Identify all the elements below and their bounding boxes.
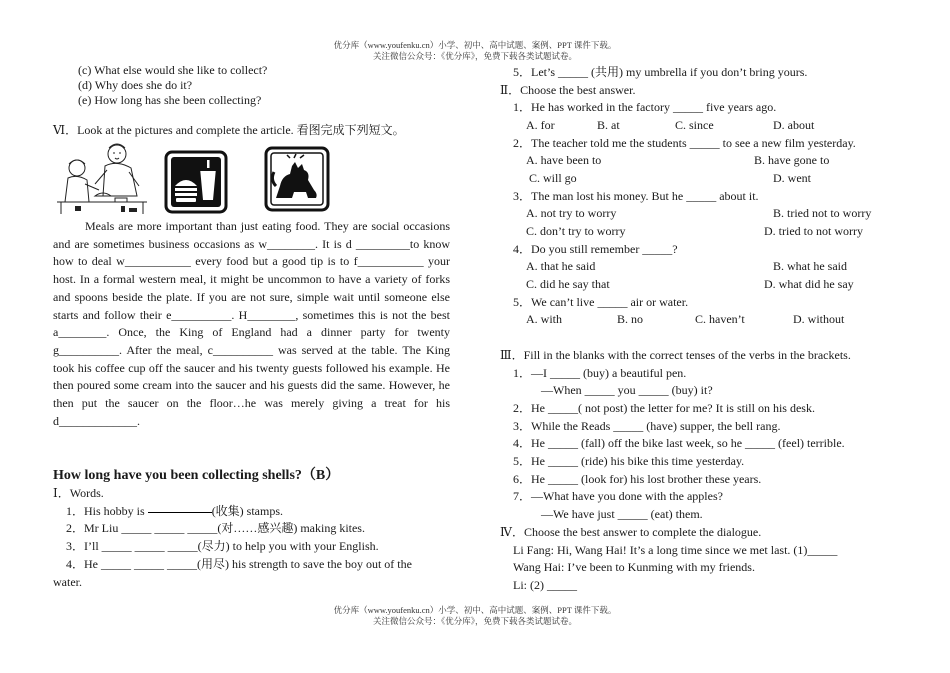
word-item-1-start: 1．His hobby is	[66, 504, 148, 518]
word-item-3: 3．I’ll _____ _____ _____(尽力) to help you with your English.	[66, 539, 379, 553]
tense-item-7b: —We have just _____ (eat) them.	[541, 507, 703, 521]
mc4-option-b: B. what he said	[773, 259, 847, 273]
tense-item-3: 3．While the Reads _____ (have) supper, the bell rang.	[513, 419, 781, 433]
cloze-article	[53, 218, 450, 430]
section-3-title: Ⅲ．Fill in the blanks with the correct tenses of the verbs in the brackets.	[500, 348, 851, 362]
mc2-option-c: C. will go	[529, 171, 577, 185]
mc-question-1: 1．He has worked in the factory _____ five years ago.	[513, 100, 777, 114]
dialogue-line-2: Wang Hai: I’ve been to Kunming with my friends.	[513, 560, 755, 574]
header-line-1: 优分库（www.youfenku.cn）小学、初中、高中试题、案例、PPT 课件下载。	[333, 40, 617, 50]
fast-food-icon	[164, 150, 228, 214]
tense-item-1a: 1．—I _____ (buy) a beautiful pen.	[513, 366, 687, 380]
mc-question-2: 2．The teacher told me the students _____ to see a new film yesterday.	[513, 136, 856, 150]
tense-item-6: 6．He _____ (look for) his lost brother these years.	[513, 472, 762, 486]
mc1-option-d: D. about	[773, 118, 815, 132]
mc1-option-a: A. for	[526, 118, 555, 132]
answer-blank	[148, 511, 212, 513]
section-b-title: How long have you been collecting shells?（B）	[53, 468, 340, 483]
tense-item-1b: —When _____ you _____ (buy) it?	[541, 383, 713, 397]
mc4-option-c: C. did he say that	[526, 277, 610, 291]
mc3-option-a: A. not try to worry	[526, 206, 617, 220]
word-item-1-end: (收集) stamps.	[211, 504, 284, 518]
mc2-option-d: D. went	[773, 171, 811, 185]
mc-question-5: 5．We can’t live _____ air or water.	[513, 295, 689, 309]
footer-line-1: 优分库（www.youfenku.cn）小学、初中、高中试题、案例、PPT 课件下载。	[333, 605, 617, 615]
people-eating-picture	[55, 140, 150, 216]
tense-item-7a: 7．—What have you done with the apples?	[513, 489, 723, 503]
word-item-5: 5．Let’s _____ (共用) my umbrella if you don’t bring yours.	[513, 65, 808, 79]
mc1-option-c: C. since	[675, 118, 714, 132]
question-d: (d) Why does she do it?	[78, 78, 193, 92]
mc-question-4: 4．Do you still remember _____?	[513, 242, 678, 256]
section-4-title: Ⅳ．Choose the best answer to complete the dialogue.	[500, 525, 762, 539]
mc2-option-b: B. have gone to	[754, 153, 830, 167]
mc3-option-c: C. don’t try to worry	[526, 224, 626, 238]
mc3-option-b: B. tried not to worry	[773, 206, 872, 220]
tense-item-4: 4．He _____ (fall) off the bike last week, so he _____ (feel) terrible.	[513, 436, 845, 450]
word-item-4-cont: water.	[53, 575, 82, 589]
dog-icon	[264, 146, 330, 212]
header-line-2: 关注微信公众号：《优分库》，免费下载各类试题试卷。	[372, 51, 577, 61]
footer-line-2: 关注微信公众号：《优分库》，免费下载各类试题试卷。	[372, 616, 577, 626]
word-item-1	[66, 503, 283, 519]
question-c: (c) What else would she like to collect?	[78, 63, 268, 77]
words-title: Ⅰ．Words.	[53, 486, 104, 500]
page-footer	[0, 605, 950, 627]
mc5-option-d: D. without	[793, 312, 845, 326]
section-6-title: Ⅵ．Look at the pictures and complete the article. 看图完成下列短文。	[53, 123, 405, 137]
article-text: Meals are more important than just eating food. They are social occasions and are sometimes business occasions as w________. It is d _________to know how to deal w___________ every food but a good tip is to f___________ your host. In a formal western meal, it might be uncommon to have a variety of forks and spoons beside the plate. If you are not sure, simple wait until someone else starts and follow their e__________. H________, sometimes this is not the best a________. Once, the King of England had a dinner party for twenty g__________. After the meal, c__________ was served at the table. The King took his coffee cup off the saucer and his twenty guests followed his example. He then poured some cream into the saucer and his guests did the same. However, he then put the saucer on the floor…he was merely giving a treat for his d_____________.	[53, 219, 450, 428]
dialogue-line-3: Li: (2) _____	[513, 578, 577, 592]
mc5-option-c: C. haven’t	[695, 312, 745, 326]
mc3-option-d: D. tried to not worry	[764, 224, 863, 238]
question-e: (e) How long has she been collecting?	[78, 93, 262, 107]
page-header	[0, 40, 950, 62]
tense-item-2: 2．He _____( not post) the letter for me? It is still on his desk.	[513, 401, 815, 415]
mc5-option-a: A. with	[526, 312, 562, 326]
mc4-option-a: A. that he said	[526, 259, 596, 273]
mc4-option-d: D. what did he say	[764, 277, 854, 291]
word-item-4: 4．He _____ _____ _____(用尽) his strength to save the boy out of the	[66, 557, 412, 571]
mc-question-3: 3．The man lost his money. But he _____ about it.	[513, 189, 759, 203]
dialogue-line-1: Li Fang: Hi, Wang Hai! It’s a long time since we met last. (1)_____	[513, 543, 838, 557]
mc5-option-b: B. no	[617, 312, 644, 326]
section-2-title: Ⅱ．Choose the best answer.	[500, 83, 636, 97]
mc2-option-a: A. have been to	[526, 153, 602, 167]
tense-item-5: 5．He _____ (ride) his bike this time yesterday.	[513, 454, 745, 468]
word-item-2: 2．Mr Liu _____ _____ _____(对……感兴趣) making kites.	[66, 521, 365, 535]
mc1-option-b: B. at	[597, 118, 620, 132]
